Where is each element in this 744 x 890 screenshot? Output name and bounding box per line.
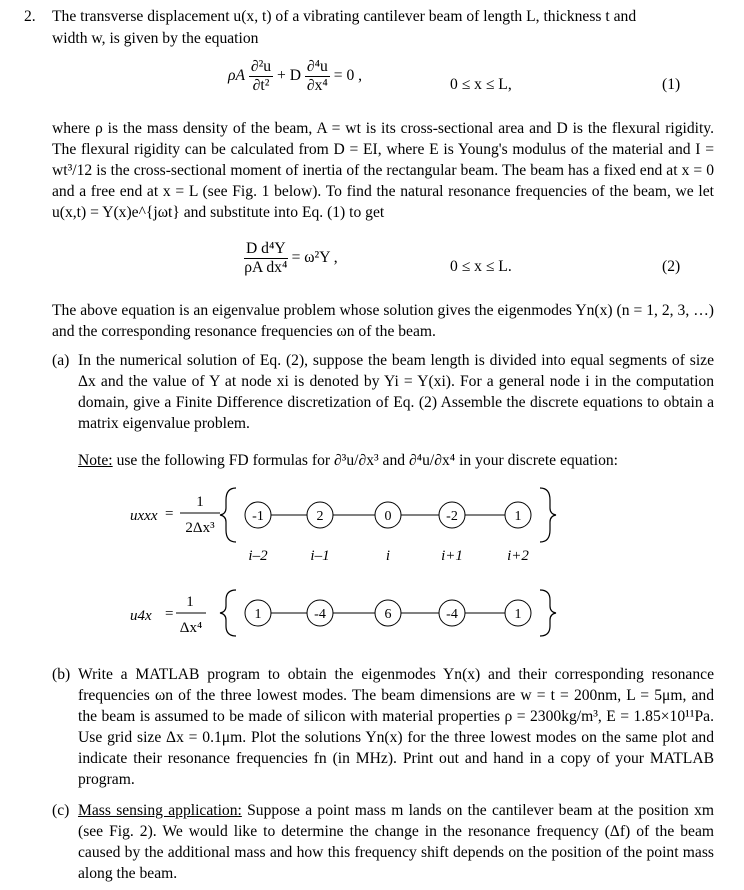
part-b: [52, 664, 714, 790]
equation-1: [228, 58, 362, 95]
eq1-num-2: ∂⁴u: [306, 58, 328, 75]
node-labels: [248, 548, 529, 564]
u4x-lhs: u4x: [130, 608, 152, 624]
eq1-den-1: ∂t²: [252, 77, 270, 94]
node-label-1: i–1: [310, 548, 330, 564]
eq2-domain: 0 ≤ x ≤ L.: [450, 258, 512, 275]
part-a-note: [78, 450, 718, 471]
eq1-rho-a: ρA: [228, 67, 246, 85]
u4x-brace-right: [540, 590, 556, 636]
intro-line-2: [52, 28, 714, 49]
fd-stencils: [0, 480, 744, 650]
uxxx-node-1-value: 2: [316, 509, 324, 524]
uxxx-node-4-value: 1: [514, 509, 522, 524]
intro-text-1: The transverse displacement u(x, t) of a vibrating cantilever beam of length L, thickness t and: [52, 8, 637, 25]
eq1-rhs: = 0 ,: [333, 67, 363, 85]
part-a: [52, 350, 714, 434]
u4x-node-3-value: -4: [446, 607, 458, 622]
part-c-body: [78, 800, 714, 884]
paragraph-eigenproblem: The above equation is an eigenvalue problem whose solution gives the eigenmodes Yn(x) (n = 1, 2, 3, …) and the corresponding resonance frequencies ωn of the beam.: [52, 302, 714, 340]
eq2-label: (2): [662, 258, 681, 275]
eq1-frac-2: [305, 58, 330, 95]
u4x-node-1-value: -4: [314, 607, 326, 622]
part-b-text: Write a MATLAB program to obtain the eigenmodes Yn(x) and their corresponding resonance frequencies ωn of the three lowest modes. The beam dimensions are w = t = 200nm, L = 5μm, and the beam is assumed to be made of silicon with material properties ρ = 2300kg/m³, E = 1.85×10¹¹Pa. Use grid size Δx = 0.1μm. Plot the solutions Yn(x) for the three lowest modes on the same plot and indicate their resonance frequencies fn (in MHz). Print out and hand in a copy of your MATLAB program.: [78, 666, 714, 788]
problem-number: 2.: [24, 8, 36, 25]
part-c: [52, 800, 714, 884]
uxxx-brace-right: [540, 488, 556, 542]
note-label: Note:: [78, 452, 113, 469]
part-a-text: In the numerical solution of Eq. (2), suppose the beam length is divided into equal segments of size Δx and the value of Y at node xi is denoted by Yi = Y(xi). For a general node i in the computation domain, give a Finite Difference discretization of Eq. (2) Assemble the discrete equations to obtain a matrix eigenvalue problem.: [78, 352, 714, 432]
eq1-frac-1: [249, 58, 273, 95]
node-label-2: i: [385, 548, 391, 564]
uxxx-node-2-value: 0: [384, 509, 392, 524]
u4x-node-2-value: 6: [384, 607, 392, 622]
eq2-rhs: = ω²Y ,: [291, 249, 338, 267]
u4x-coef-den: Δx⁴: [179, 620, 203, 636]
intro-line-1: [52, 6, 714, 27]
uxxx-coef-num: 1: [196, 494, 204, 510]
u4x-brace-left: [220, 590, 236, 636]
part-a-label: (a): [52, 352, 70, 369]
uxxx-brace-left: [220, 488, 236, 542]
eq2-frac: [244, 240, 288, 277]
paragraph-definitions: where ρ is the mass density of the beam, A = wt is its cross-sectional area and D is the flexural rigidity. The flexural rigidity can be calculated from D = EI, where E is Young's modulus of the material and I = wt³/12 is the cross-sectional moment of inertia of the rectangular beam. The beam has a fixed end at x = 0 and a free end at x = L (see Fig. 1 below). To find the natural resonance frequencies of the beam, we let u(x,t) = Y(x)e^{jωt} and substitute into Eq. (1) to get: [52, 120, 714, 221]
uxxx-lhs: uxxx: [130, 508, 158, 524]
eq1-domain: 0 ≤ x ≤ L,: [450, 76, 512, 93]
uxxx-node-0-value: -1: [252, 509, 264, 524]
node-label-0: i–2: [248, 548, 268, 564]
node-label-3: i+1: [441, 548, 463, 564]
eq1-den-2: ∂x⁴: [306, 77, 328, 94]
node-label-4: i+2: [507, 548, 529, 564]
part-c-label: (c): [52, 802, 70, 819]
eq2-num: D d⁴Y: [246, 240, 286, 257]
part-b-label: (b): [52, 666, 71, 683]
intro-text-2: width w, is given by the equation: [52, 30, 259, 47]
part-c-text: Suppose a point mass m lands on the cantilever beam at the position xm (see Fig. 2). We would like to determine the change in the resonance frequency (Δf) of the beam caused by the additional mass and how this frequency shift depends on the position of the point mass along the beam.: [78, 802, 714, 882]
u4x-coef-num: 1: [186, 594, 194, 610]
eq2-den: ρA dx⁴: [244, 259, 288, 276]
eq1-label: (1): [662, 76, 681, 93]
note-text: use the following FD formulas for ∂³u/∂x³ and ∂⁴u/∂x⁴ in your discrete equation:: [116, 452, 619, 469]
uxxx-coef-den: 2Δx³: [185, 520, 215, 536]
u4x-node-0-value: 1: [254, 607, 262, 622]
eq1-num-1: ∂²u: [250, 58, 272, 75]
uxxx-equals: =: [165, 506, 174, 522]
uxxx-node-3-value: -2: [446, 509, 458, 524]
u4x-equals: =: [165, 606, 174, 622]
part-c-heading: Mass sensing application:: [78, 802, 242, 819]
equation-2: [244, 240, 338, 277]
eq1-plus-d: + D: [277, 67, 301, 85]
u4x-node-4-value: 1: [514, 607, 522, 622]
